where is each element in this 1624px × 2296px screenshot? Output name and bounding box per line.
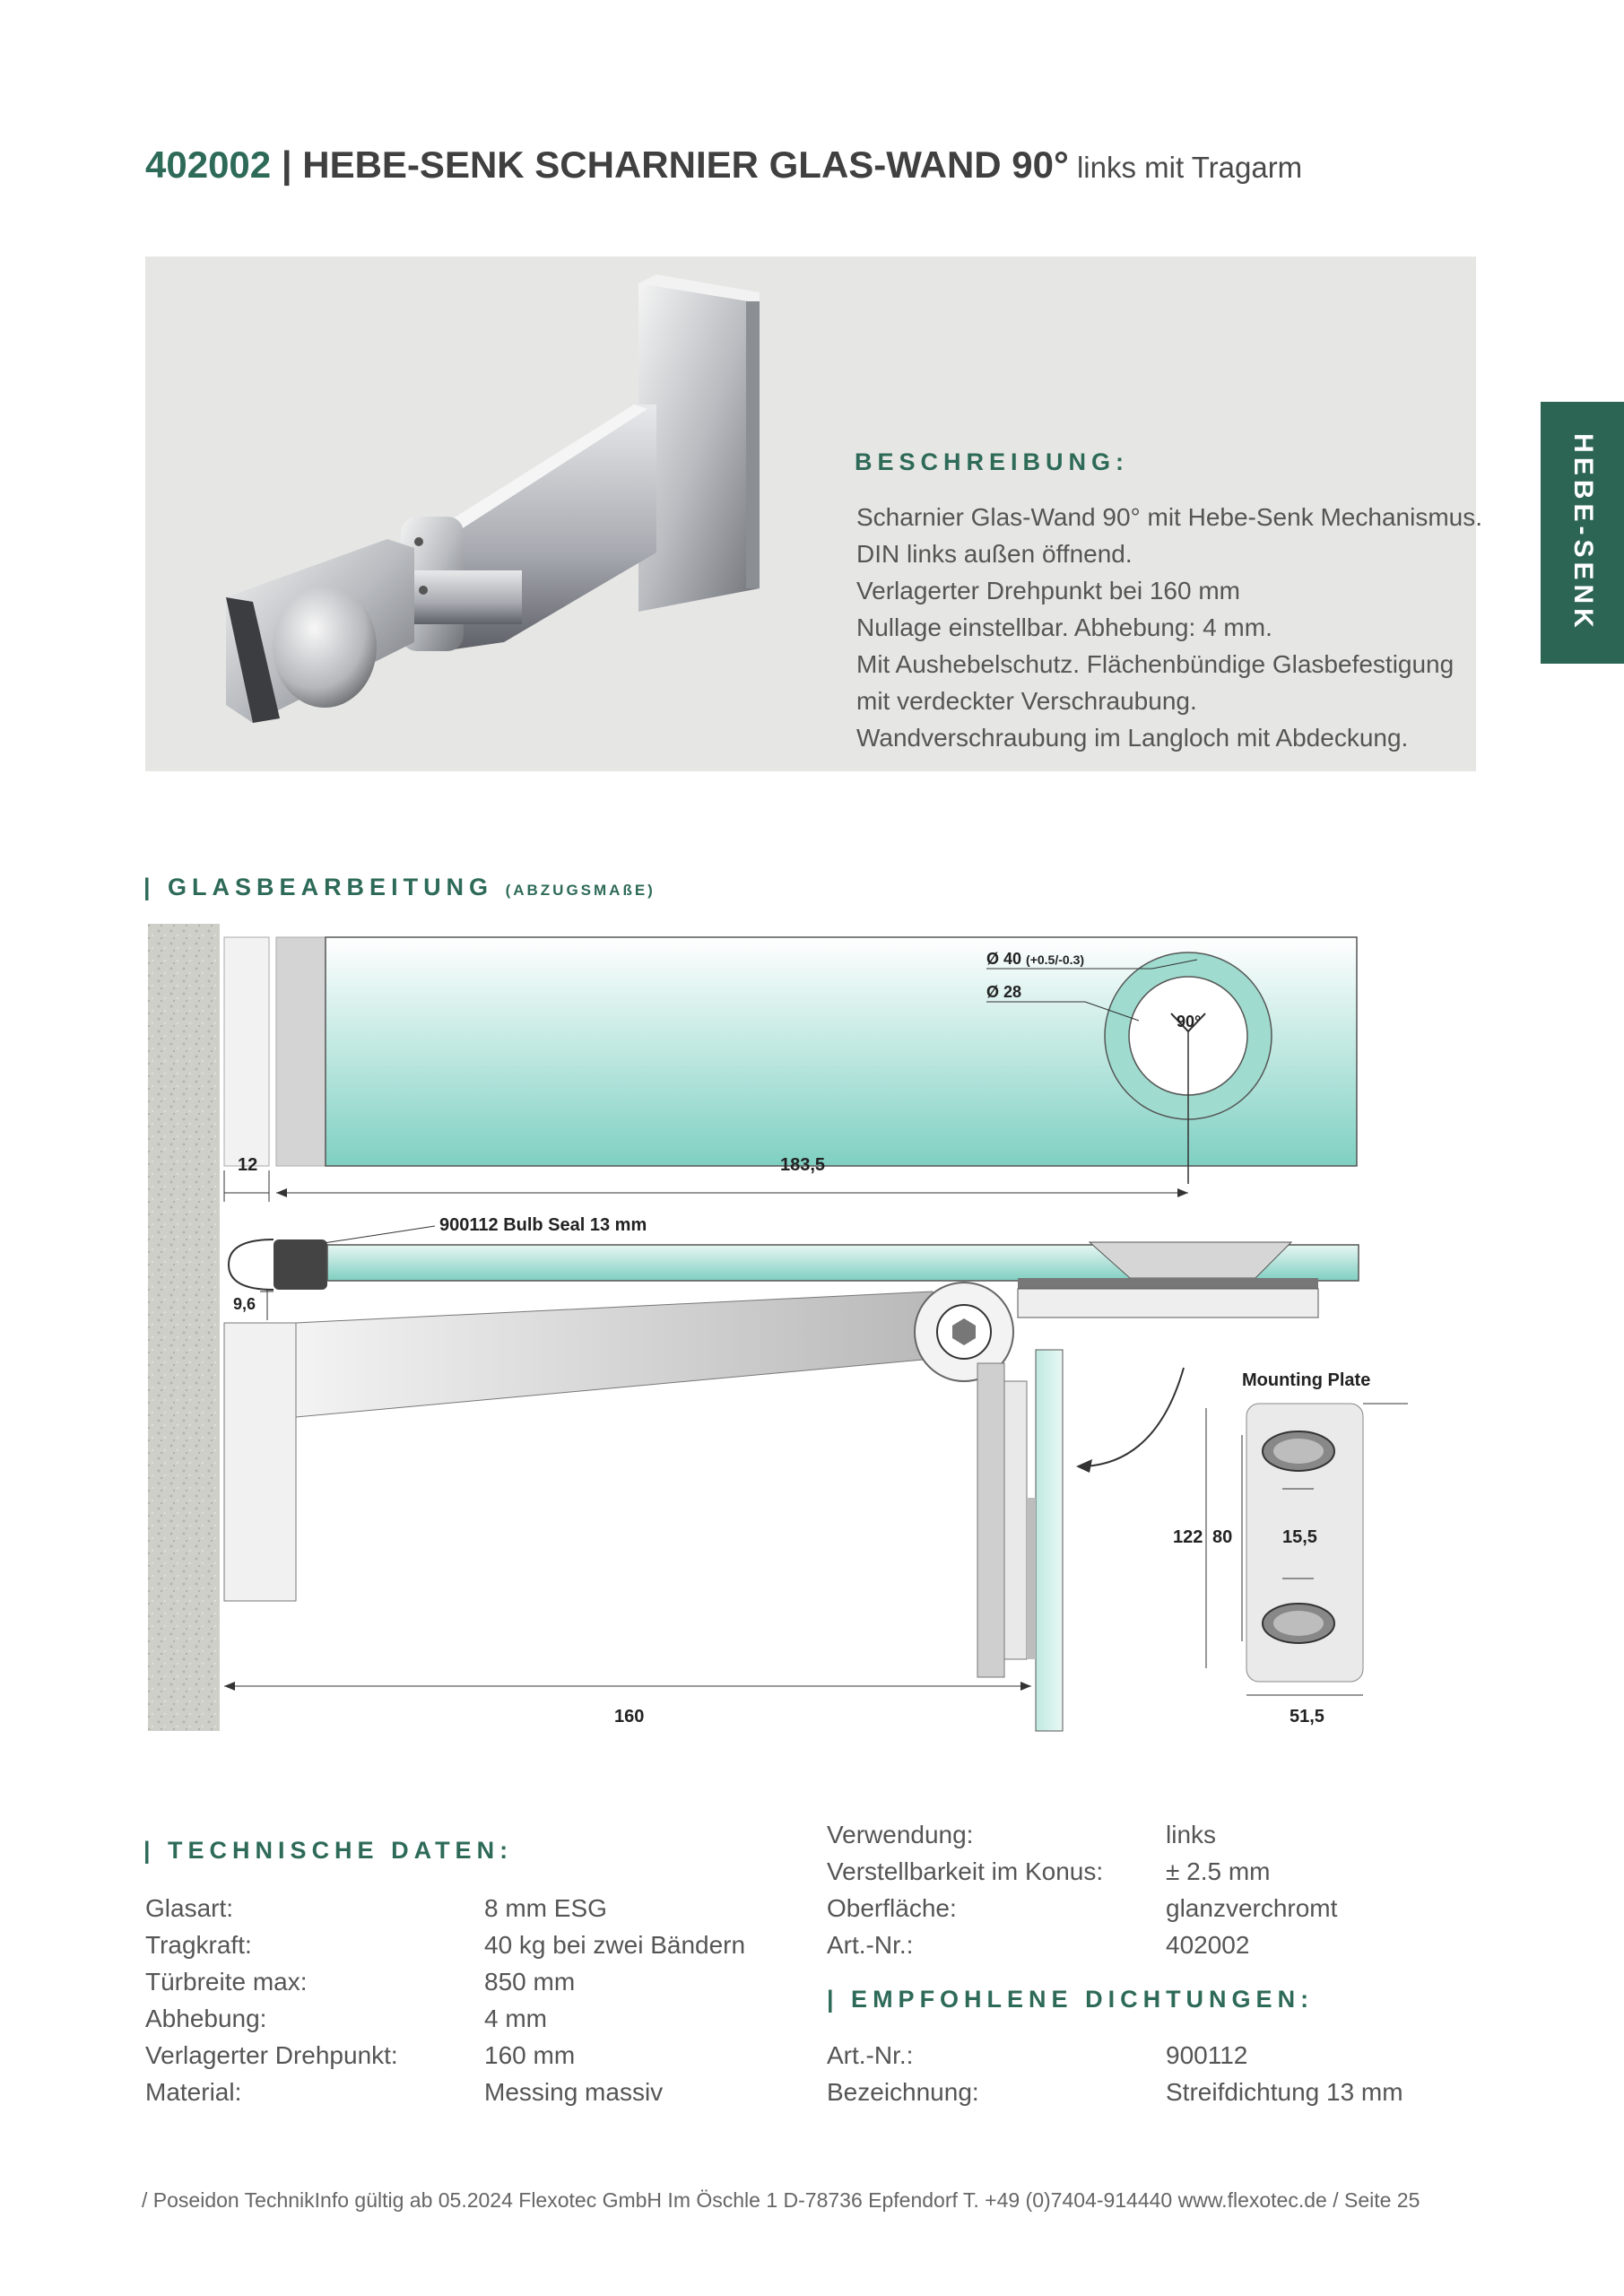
dim-d40: Ø 40 (+0.5/-0.3) (986, 950, 1085, 968)
tech-row: Türbreite max: (145, 1968, 308, 1996)
dim-160: 160 (614, 1707, 645, 1726)
tech-value: glanzverchromt (1166, 1894, 1338, 1922)
description-line: Mit Aushebelschutz. Flächenbündige Glasbefestigung (856, 650, 1455, 678)
technical-drawing (143, 915, 1417, 1740)
description-line: Scharnier Glas-Wand 90° mit Hebe-Senk Mechanismus. (856, 503, 1482, 531)
side-tab-label: HEBE-SENK (1568, 433, 1598, 632)
dim-80: 80 (1212, 1527, 1233, 1547)
tech-row: Verstellbarkeit im Konus: (827, 1857, 1104, 1885)
support-arm (296, 1292, 933, 1417)
dim-12: 12 (238, 1155, 258, 1175)
tech-row: Tragkraft: (145, 1931, 252, 1959)
wall (148, 924, 220, 1731)
seal-value: Streifdichtung 13 mm (1166, 2078, 1403, 2106)
seal-row: Bezeichnung: (827, 2078, 979, 2106)
description-line: Nullage einstellbar. Abhebung: 4 mm. (856, 613, 1272, 641)
description-line: Verlagerter Drehpunkt bei 160 mm (856, 577, 1240, 604)
dim-183: 183,5 (780, 1155, 826, 1175)
glass-heading: | GLASBEARBEITUNG (ABZUGSMAßE) (143, 874, 656, 900)
description-line: mit verdeckter Verschraubung. (856, 687, 1197, 715)
tech-heading: | TECHNISCHE DATEN: (143, 1837, 514, 1864)
tech-value: 402002 (1166, 1931, 1250, 1959)
side-tab (1541, 402, 1624, 664)
seal-value: 900112 (1166, 2041, 1248, 2069)
tech-row: Verwendung: (827, 1821, 974, 1848)
description-line: Wandverschraubung im Langloch mit Abdeckung. (856, 724, 1409, 752)
tech-value: 850 mm (484, 1968, 576, 1996)
mounting-plate-label: Mounting Plate (1242, 1370, 1371, 1390)
seal-label: 900112 Bulb Seal 13 mm (439, 1215, 647, 1235)
tech-value: 4 mm (484, 2005, 547, 2032)
tech-row: Material: (145, 2078, 242, 2106)
dim-angle: 90° (1177, 1013, 1202, 1031)
seals-heading: | EMPFOHLENE DICHTUNGEN: (827, 1986, 1315, 2013)
seal-row: Art.-Nr.: (827, 2041, 914, 2069)
tech-row: Oberfläche: (827, 1894, 957, 1922)
bulb-seal (229, 1239, 274, 1290)
tech-value: 40 kg bei zwei Bändern (484, 1931, 746, 1959)
tech-value: ± 2.5 mm (1166, 1857, 1271, 1885)
tech-value: 8 mm ESG (484, 1894, 607, 1922)
page-title: 402002 | HEBE-SENK SCHARNIER GLAS-WAND 90° links mit Tragarm (145, 144, 1303, 186)
tech-row: Verlagerter Drehpunkt: (145, 2041, 398, 2069)
tech-row: Abhebung: (145, 2005, 267, 2032)
dim-d28: Ø 28 (986, 983, 1022, 1001)
description-text (856, 499, 1482, 756)
tech-value: Messing massiv (484, 2078, 664, 2106)
tech-row: Glasart: (145, 1894, 234, 1922)
description-line: DIN links außen öffnend. (856, 540, 1133, 568)
description-heading: BESCHREIBUNG: (855, 448, 1130, 475)
tech-value: 160 mm (484, 2041, 576, 2069)
dim-9-6: 9,6 (233, 1295, 256, 1313)
dim-122: 122 (1173, 1527, 1203, 1547)
tech-value: links (1166, 1821, 1217, 1848)
dim-51-5: 51,5 (1290, 1707, 1324, 1726)
product-hinge-image (145, 257, 827, 771)
tech-row: Art.-Nr.: (827, 1931, 914, 1959)
page-footer: / Poseidon TechnikInfo gültig ab 05.2024 Flexotec GmbH Im Öschle 1 D-78736 Epfendorf T. +49 (0)7404-914440 www.flexotec.de / Seite 25 (142, 2188, 1420, 2212)
dim-15-5: 15,5 (1282, 1527, 1317, 1547)
